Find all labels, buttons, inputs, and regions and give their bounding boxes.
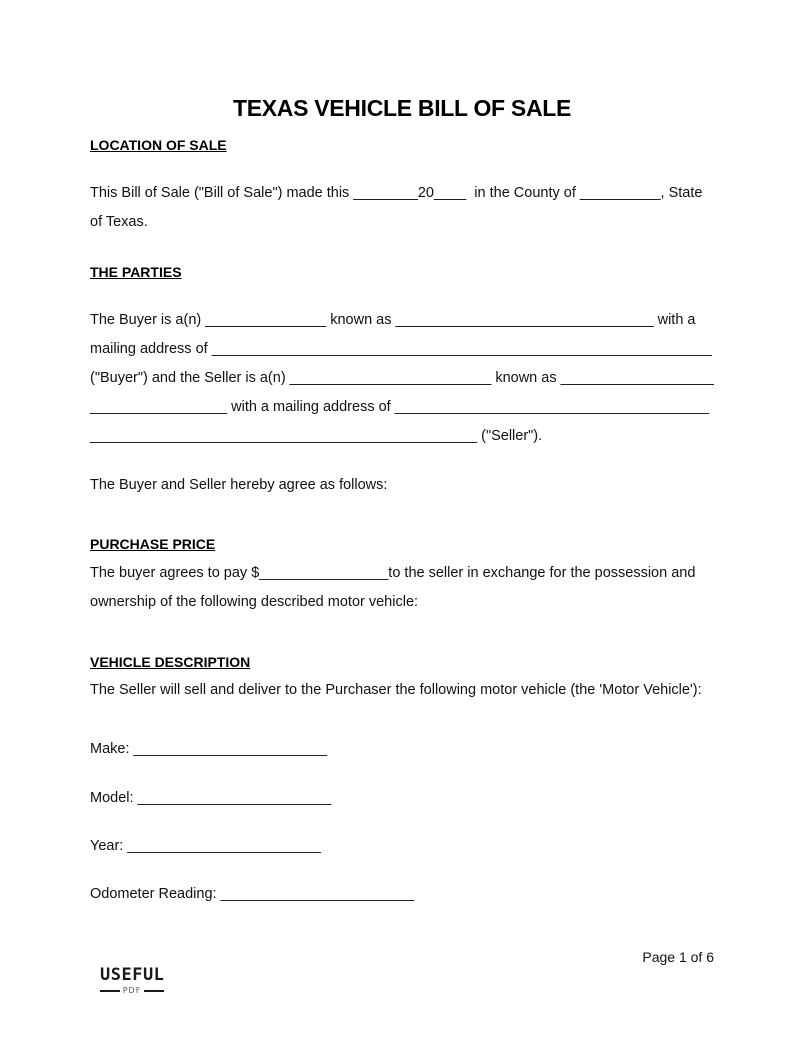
logo-pdf-text: PDF — [122, 986, 142, 995]
purchase-price-text: The buyer agrees to pay $________________to the seller in exchange for the possession and ownership of the following described motor vehicle: — [90, 565, 700, 610]
parties-line-4: _________________ with a mailing address of _______________________________________ — [90, 399, 710, 415]
parties-line-1: The Buyer is a(n) _______________ known as ________________________________ with a — [90, 312, 696, 328]
logo-wordmark: USEFUL — [100, 965, 165, 985]
vehicle-description-text: The Seller will sell and deliver to the Purchaser the following motor vehicle (the 'Motor Vehicle'): — [90, 682, 702, 698]
page-number: Page 1 of 6 — [642, 949, 714, 965]
agreement-text: The Buyer and Seller hereby agree as follows: — [90, 477, 388, 493]
parties-line-3: ("Buyer") and the Seller is a(n) _________________________ known as ___________________ — [90, 370, 714, 386]
parties-line-2: mailing address of ______________________________________________________________ — [90, 341, 712, 357]
vehicle-description-heading: VEHICLE DESCRIPTION — [90, 654, 251, 670]
page-title: TEXAS VEHICLE BILL OF SALE — [232, 95, 572, 122]
odometer-field[interactable]: Odometer Reading: ________________________ — [90, 886, 415, 902]
parties-heading: THE PARTIES — [90, 264, 182, 280]
location-of-sale-text: This Bill of Sale ("Bill of Sale") made this ________20____ in the County of __________, State of Texas. — [90, 185, 707, 230]
logo-rule-right — [144, 990, 164, 992]
year-field[interactable]: Year: ________________________ — [90, 838, 321, 854]
logo-rule-left — [100, 990, 120, 992]
logo-sub — [100, 986, 164, 996]
usefulpdf-logo — [100, 965, 164, 999]
parties-line-5: ________________________________________________ ("Seller"). — [90, 428, 543, 444]
location-of-sale-heading: LOCATION OF SALE — [90, 137, 227, 153]
model-field[interactable]: Model: ________________________ — [90, 790, 332, 806]
purchase-price-heading: PURCHASE PRICE — [90, 536, 216, 552]
make-field[interactable]: Make: ________________________ — [90, 741, 328, 757]
